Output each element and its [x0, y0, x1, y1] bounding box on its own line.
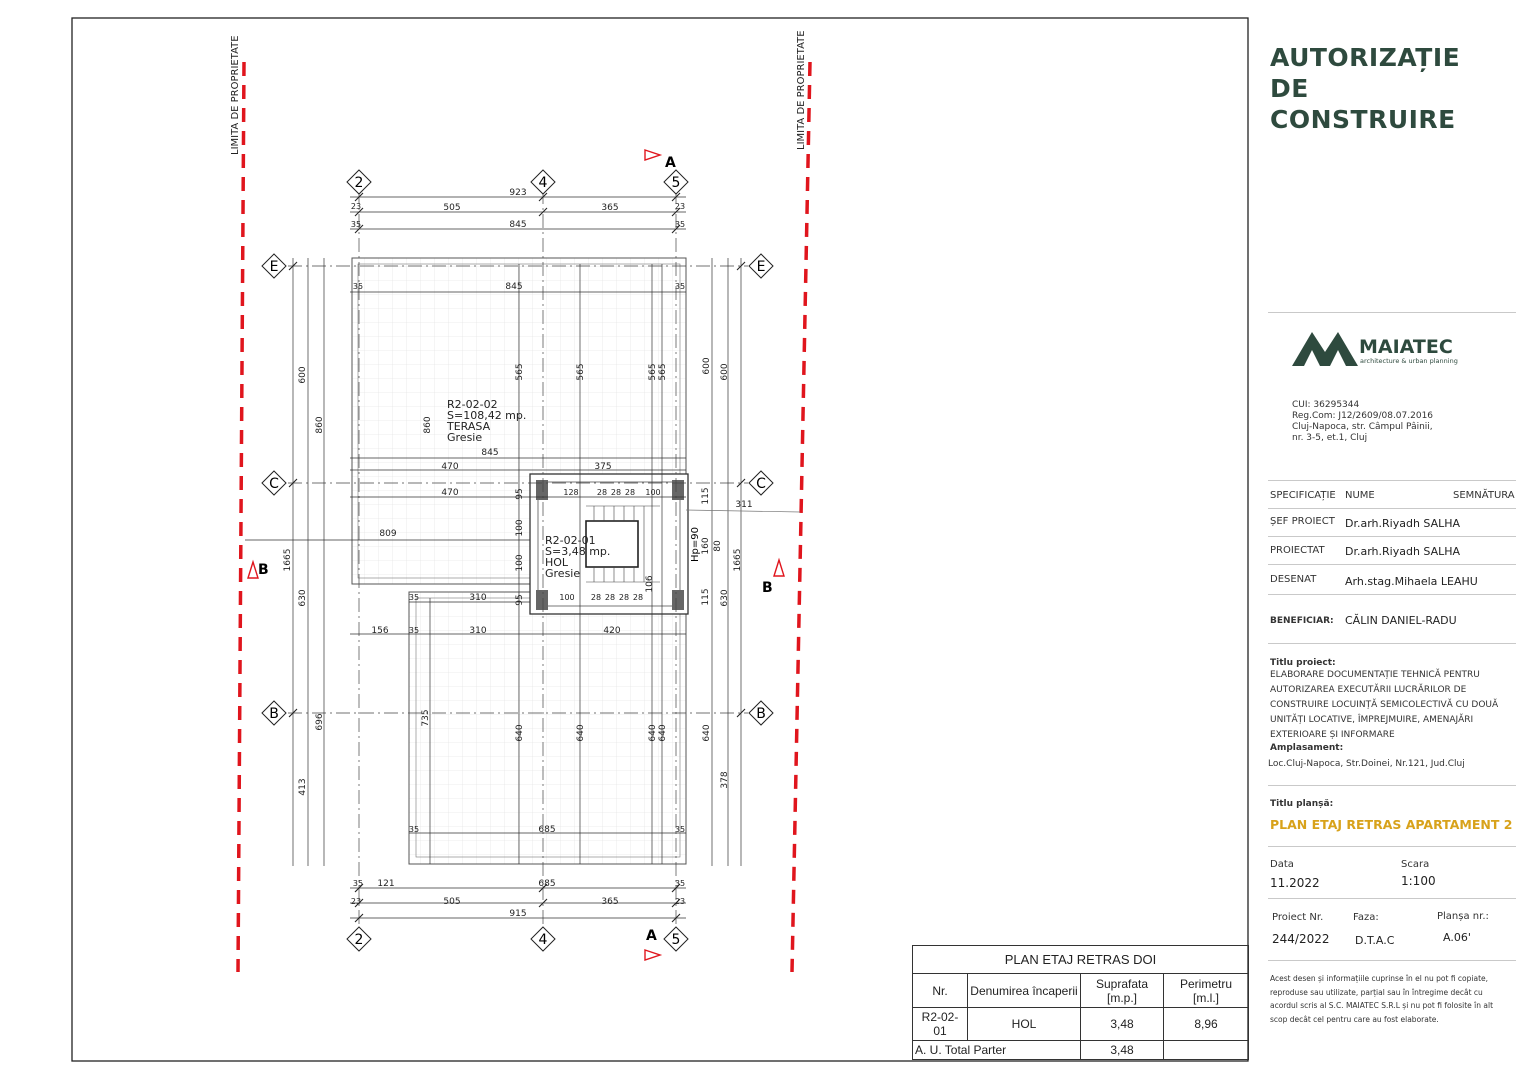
svg-text:470: 470 [441, 488, 459, 498]
svg-text:845: 845 [481, 448, 499, 458]
svg-text:630: 630 [720, 589, 730, 607]
svg-text:156: 156 [371, 626, 389, 636]
header-perimeter: Perimetru [m.l.] [1164, 974, 1249, 1008]
svg-text:640: 640 [515, 724, 525, 742]
svg-text:5: 5 [671, 932, 681, 948]
total-label: A. U. Total Parter [913, 1041, 1081, 1060]
axis-marker-2-top [347, 170, 371, 194]
phase-label: Faza: [1353, 912, 1379, 923]
section-arrow-a-top [645, 150, 660, 160]
section-label-a-top: A [665, 155, 676, 171]
section-label-b-left: B [258, 562, 269, 578]
sheet-title-label: Titlu planșă: [1270, 799, 1334, 809]
property-limit-label-left: LIMITA DE PROPRIETATE [230, 35, 241, 155]
svg-text:923: 923 [509, 188, 527, 198]
svg-text:100: 100 [515, 554, 525, 572]
svg-text:23: 23 [350, 897, 362, 906]
svg-text:565: 565 [658, 363, 668, 381]
svg-text:28: 28 [618, 593, 630, 602]
divider [1268, 508, 1516, 509]
property-limit-label-right: LIMITA DE PROPRIETATE [796, 30, 807, 150]
svg-text:600: 600 [298, 366, 308, 384]
svg-text:S=3,48 mp.: S=3,48 mp. [545, 545, 611, 558]
svg-text:505: 505 [443, 203, 461, 213]
svg-text:C: C [756, 476, 766, 492]
svg-text:4: 4 [538, 175, 548, 191]
svg-text:35: 35 [674, 282, 686, 291]
svg-text:640: 640 [658, 724, 668, 742]
role-chief-project: ȘEF PROIECT [1270, 516, 1335, 527]
section-label-b-right: B [762, 580, 773, 596]
name-drawn: Arh.stag.Mihaela LEAHU [1345, 575, 1478, 588]
svg-text:E: E [269, 259, 279, 275]
spec-header: SPECIFICAȚIE [1270, 490, 1336, 501]
svg-text:80: 80 [713, 540, 723, 552]
name-chief-project: Dr.arh.Riyadh SALHA [1345, 517, 1461, 530]
svg-text:365: 365 [601, 203, 619, 213]
project-title-label: Titlu proiect: [1270, 658, 1336, 668]
scale-value: 1:100 [1401, 874, 1436, 888]
svg-text:1665: 1665 [733, 548, 743, 572]
svg-text:128: 128 [563, 488, 579, 497]
svg-text:565: 565 [515, 363, 525, 381]
svg-text:1665: 1665 [283, 548, 293, 572]
table-title: PLAN ETAJ RETRAS DOI [913, 946, 1249, 974]
svg-text:809: 809 [379, 529, 397, 539]
divider [1268, 480, 1516, 481]
divider [1268, 536, 1516, 537]
table-title-row [913, 946, 1249, 974]
svg-text:B: B [269, 706, 279, 722]
svg-text:35: 35 [352, 879, 364, 888]
svg-text:600: 600 [702, 357, 712, 375]
svg-text:C: C [269, 476, 279, 492]
beneficiary-label: BENEFICIAR: [1270, 616, 1334, 626]
axis-marker-4-bottom [531, 927, 555, 951]
divider [1268, 643, 1516, 644]
svg-text:311: 311 [735, 500, 753, 510]
svg-text:310: 310 [469, 593, 487, 603]
name-header: NUME [1345, 490, 1375, 501]
svg-text:35: 35 [408, 626, 420, 635]
svg-text:630: 630 [298, 589, 308, 607]
section-label-a-bottom: A [646, 928, 657, 944]
cell-area: 3,48 [1081, 1008, 1164, 1041]
cell-room-name: HOL [968, 1008, 1081, 1041]
svg-text:95: 95 [515, 488, 525, 500]
project-title: ELABORARE DOCUMENTAȚIE TEHNICĂ PENTRU AUTORIZAREA EXECUTĂRII LUCRĂRILOR DE CONSTRUIRE LOCUINȚĂ SEMICOLECTIVĂ CU DOUĂ UNITĂȚI LOCATIVE, ÎMPREJMUIRE, AMENAJĂRI EXTERIOARE ȘI INFORMARE [1270, 670, 1499, 740]
axis-marker-4-top [531, 170, 555, 194]
project-number-value: 244/2022 [1272, 932, 1330, 946]
maiatec-logo-icon [1292, 328, 1358, 368]
svg-text:860: 860 [315, 416, 325, 434]
date-value: 11.2022 [1270, 876, 1320, 890]
header-area: Suprafata [m.p.] [1081, 974, 1164, 1008]
svg-text:E: E [756, 259, 766, 275]
role-designed: PROIECTAT [1270, 545, 1325, 556]
svg-text:28: 28 [632, 593, 644, 602]
disclaimer: Acest desen și informațiile cuprinse în el nu pot fi copiate, reproduse sau utilizate, parțial sau în întregime decât cu acordul scris al S.C. MAIATEC S.R.L și nu pot fi folosite în alt scop decât cel pentru care au fost elaborate. [1270, 974, 1494, 1024]
svg-text:845: 845 [505, 282, 523, 292]
svg-text:Gresie: Gresie [447, 431, 483, 444]
svg-text:2: 2 [354, 175, 364, 191]
table-header-row [913, 974, 1249, 1008]
role-drawn: DESENAT [1270, 574, 1317, 585]
axis-marker-5-top [664, 170, 688, 194]
axis-marker-B-left [262, 701, 286, 725]
svg-text:95: 95 [515, 594, 525, 606]
sheet-number-label: Planșa nr.: [1437, 911, 1489, 922]
divider [1268, 960, 1516, 961]
svg-text:121: 121 [377, 879, 395, 889]
divider [1268, 564, 1516, 565]
svg-text:310: 310 [469, 626, 487, 636]
svg-text:35: 35 [674, 825, 686, 834]
section-arrow-b-right [774, 560, 784, 576]
header-room-name: Denumirea încaperii [968, 974, 1081, 1008]
terrace-lower-area [409, 592, 686, 864]
phase-value: D.T.A.C [1355, 934, 1395, 947]
svg-text:106: 106 [645, 575, 655, 593]
sheet-title: PLAN ETAJ RETRAS APARTAMENT 2 [1270, 817, 1513, 832]
svg-text:28: 28 [610, 488, 622, 497]
svg-text:35: 35 [674, 220, 686, 229]
svg-text:640: 640 [648, 724, 658, 742]
svg-text:R2-02-02: R2-02-02 [447, 398, 498, 411]
svg-text:100: 100 [515, 519, 525, 537]
stair-height-label: Hp=90 [690, 527, 701, 562]
svg-text:28: 28 [596, 488, 608, 497]
total-area: 3,48 [1081, 1041, 1164, 1060]
svg-text:35: 35 [674, 879, 686, 888]
svg-text:685: 685 [538, 825, 556, 835]
section-arrow-a-bottom [645, 950, 660, 960]
svg-text:5: 5 [671, 175, 681, 191]
svg-text:115: 115 [701, 588, 711, 606]
svg-text:365: 365 [601, 897, 619, 907]
divider [1268, 846, 1516, 847]
table-row [913, 1008, 1249, 1041]
svg-text:R2-02-01: R2-02-01 [545, 534, 596, 547]
svg-text:696: 696 [315, 713, 325, 731]
svg-text:2: 2 [354, 932, 364, 948]
table-total-row [913, 1041, 1249, 1060]
svg-text:Gresie: Gresie [545, 567, 581, 580]
axis-marker-C-right [749, 471, 773, 495]
svg-text:28: 28 [624, 488, 636, 497]
location-value: Loc.Cluj-Napoca, Str.Doinei, Nr.121, Jud.Cluj [1268, 759, 1465, 769]
beneficiary-name: CĂLIN DANIEL-RADU [1345, 614, 1457, 627]
svg-text:600: 600 [720, 363, 730, 381]
svg-text:35: 35 [350, 220, 362, 229]
axis-marker-5-bottom [664, 927, 688, 951]
company-info: CUI: 36295344 Reg.Com: J12/2609/08.07.2016 Cluj-Napoca, str. Câmpul Pâinii, nr. 3-5, et.1, Cluj [1292, 400, 1434, 443]
svg-text:23: 23 [674, 897, 686, 906]
svg-text:640: 640 [576, 724, 586, 742]
svg-text:685: 685 [538, 879, 556, 889]
svg-text:TERASA: TERASA [447, 420, 491, 433]
svg-text:860: 860 [423, 416, 433, 434]
svg-text:28: 28 [604, 593, 616, 602]
svg-text:160: 160 [701, 537, 711, 555]
axis-marker-E-right [749, 254, 773, 278]
svg-text:23: 23 [350, 202, 362, 211]
permit-title: AUTORIZAȚIE DE CONSTRUIRE [1270, 43, 1461, 134]
room-schedule-table [912, 945, 1249, 1060]
svg-text:565: 565 [576, 363, 586, 381]
svg-text:28: 28 [590, 593, 602, 602]
property-limit-left [238, 62, 244, 972]
cell-perimeter: 8,96 [1164, 1008, 1249, 1041]
divider [1268, 594, 1516, 595]
svg-text:640: 640 [702, 724, 712, 742]
svg-text:4: 4 [538, 932, 548, 948]
section-arrow-b-left [248, 562, 258, 578]
svg-text:115: 115 [701, 487, 711, 505]
company-tagline: architecture & urban planning [1360, 357, 1458, 365]
svg-text:35: 35 [408, 593, 420, 602]
header-nr: Nr. [913, 974, 968, 1008]
location-label: Amplasament: [1270, 743, 1344, 753]
svg-text:23: 23 [674, 202, 686, 211]
svg-text:35: 35 [352, 282, 364, 291]
svg-text:375: 375 [594, 462, 612, 472]
project-number-label: Proiect Nr. [1272, 912, 1324, 923]
divider [1268, 898, 1516, 899]
svg-text:470: 470 [441, 462, 459, 472]
svg-text:845: 845 [509, 220, 527, 230]
svg-text:420: 420 [603, 626, 621, 636]
svg-text:915: 915 [509, 909, 527, 919]
property-limit-right [792, 62, 810, 972]
divider [1268, 312, 1516, 313]
sheet-number-value: A.06' [1443, 931, 1471, 944]
name-designed: Dr.arh.Riyadh SALHA [1345, 545, 1461, 558]
svg-text:565: 565 [648, 363, 658, 381]
axis-marker-E-left [262, 254, 286, 278]
cell-nr: R2-02-01 [913, 1008, 968, 1041]
svg-text:B: B [756, 706, 766, 722]
svg-text:HOL: HOL [545, 556, 569, 569]
company-name: MAIATEC [1359, 336, 1453, 358]
svg-text:S=108,42 mp.: S=108,42 mp. [447, 409, 527, 422]
axis-marker-2-bottom [347, 927, 371, 951]
svg-text:378: 378 [720, 771, 730, 789]
svg-text:100: 100 [559, 593, 575, 602]
axis-marker-B-right [749, 701, 773, 725]
svg-text:505: 505 [443, 897, 461, 907]
signature-header: SEMNĂTURA [1453, 490, 1515, 501]
svg-text:735: 735 [421, 709, 431, 727]
date-label: Data [1270, 859, 1294, 870]
svg-text:35: 35 [408, 825, 420, 834]
divider [1268, 785, 1516, 786]
scale-label: Scara [1401, 859, 1430, 870]
axis-marker-C-left [262, 471, 286, 495]
svg-text:100: 100 [645, 488, 661, 497]
svg-text:413: 413 [298, 778, 308, 796]
